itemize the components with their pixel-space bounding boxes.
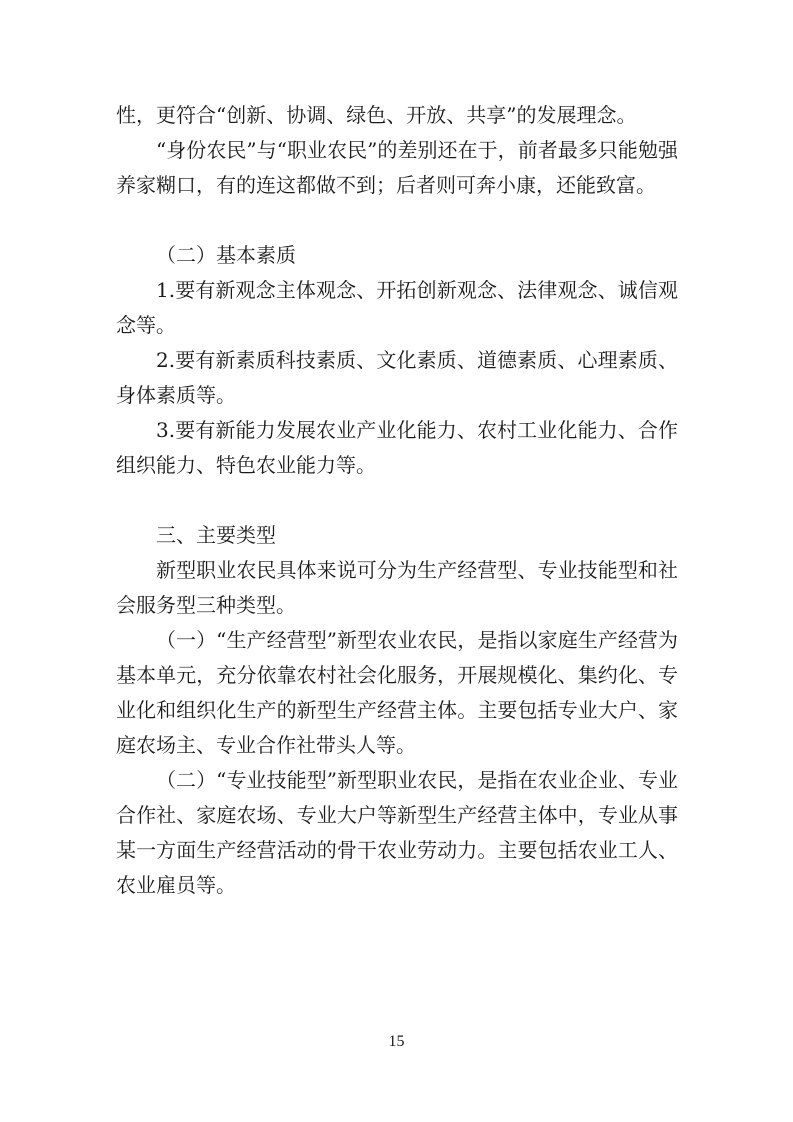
heading-main-types: 三、主要类型 [156,523,276,547]
list-item-new-abilities: 3.要有新能力发展农业产业化能力、农村工业化能力、合作组织能力、特色农业能力等。 [116,418,678,477]
paragraph-skill-type: （二）“专业技能型”新型职业农民，是指在农业企业、专业合作社、家庭农场、专业大户等新型生产经营主体中，专业从事某一方面生产经营活动的骨干农业劳动力。主要包括农业工人、农业雇员等。 [116,768,678,897]
section-gap [116,203,678,238]
list-item-new-concepts: 1.要有新观念主体观念、开拓创新观念、法律观念、诚信观念等。 [116,278,678,337]
document-body [116,98,678,903]
paragraph-production-type: （一）“生产经营型”新型农业农民，是指以家庭生产经营为基本单元，充分依靠农村社会化服务，开展规模化、集约化、专业化和组织化生产的新型生产经营主体。主要包括专业大户、家庭农场主、专业合作社带头人等。 [116,628,678,757]
section-gap [116,483,678,518]
paragraph-difference: “身份农民”与“职业农民”的差别还在于，前者最多只能勉强养家糊口，有的连这都做不到；后者则可奔小康，还能致富。 [116,138,678,197]
list-item-new-qualities: 2.要有新素质科技素质、文化素质、道德素质、心理素质、身体素质等。 [116,348,678,407]
page-number: 15 [388,1033,405,1050]
paragraph-types-intro: 新型职业农民具体来说可分为生产经营型、专业技能型和社会服务型三种类型。 [116,558,678,617]
paragraph-continuation: 性，更符合“创新、协调、绿色、开放、共享”的发展理念。 [116,103,637,127]
subheading-basic-quality: （二）基本素质 [156,243,296,267]
